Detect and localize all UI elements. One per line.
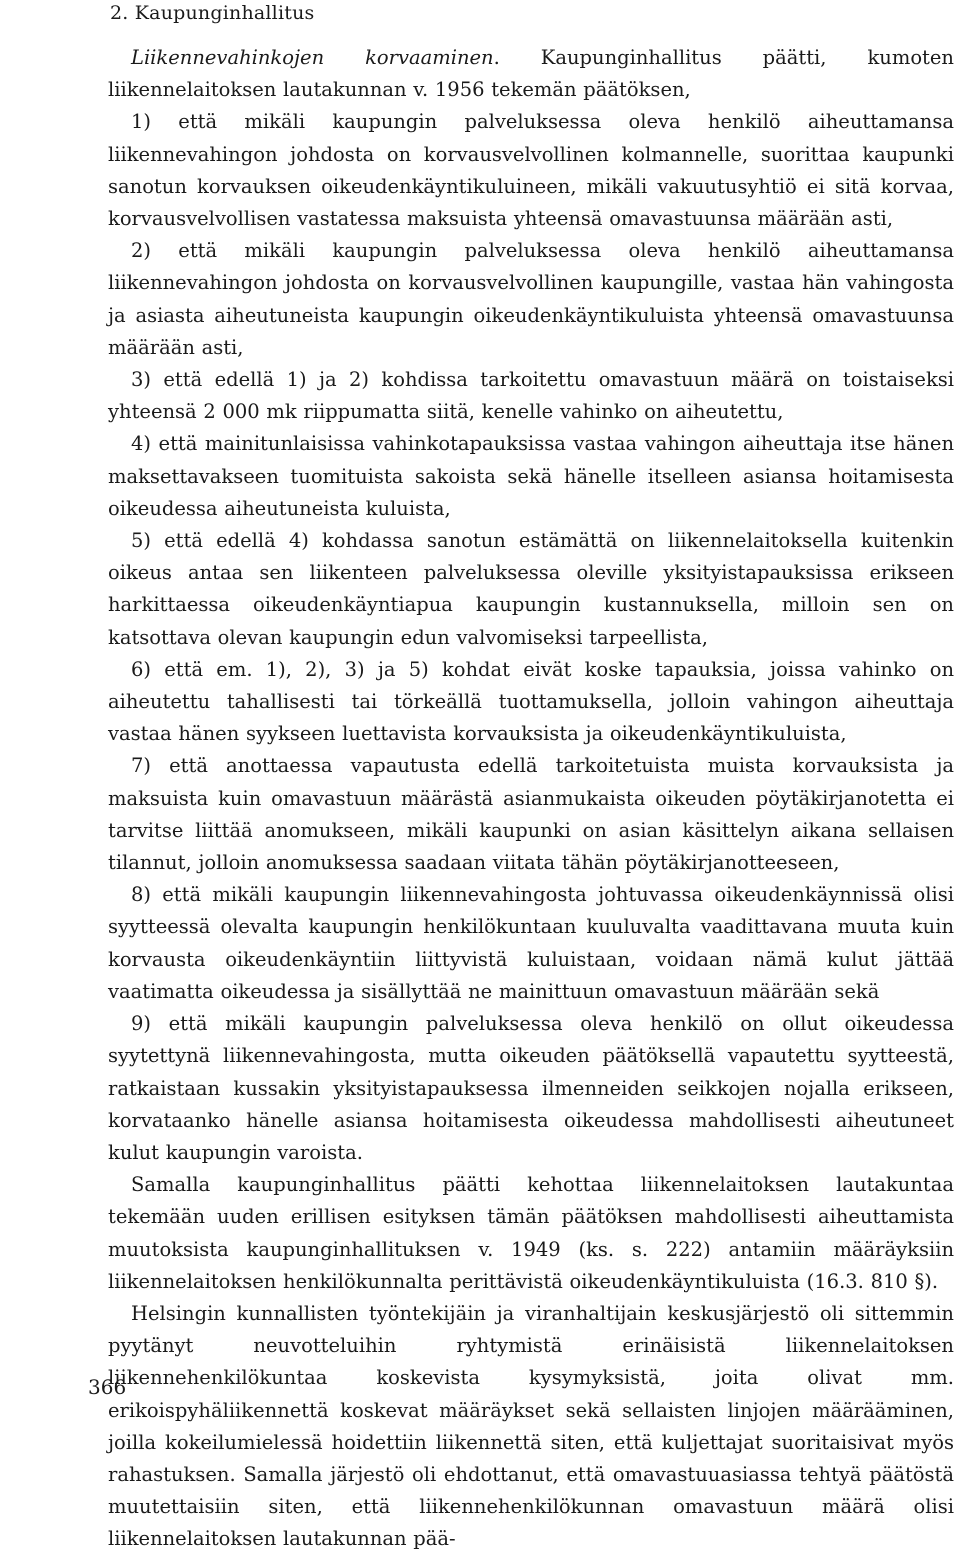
running-header: 2. Kaupunginhallitus xyxy=(110,2,315,24)
union-paragraph: Helsingin kunnallisten työntekijäin ja viranhaltijain keskusjärjestö oli sittemmin pyytänyt neuvotteluihin ryhtymistä erinäisistä liikennelaitoksen liikennehenkilökuntaa koskevista kysymyksistä, joita olivat mm. erikoispyhäliikennettä koskevat määräykset sekä sellaisten linjojen määrääminen, joilla kokeilumielessä hoidettiin liikennettä siten, että kuljettajat suoritaisivat myös rahastuksen. Samalla järjestö oli ehdottanut, että omavastuuasiassa tehtyä päätöstä muutettaisiin siten, että liikennehenkilökunnan omavastuun määrä olisi liikennelaitoksen lautakunnan pää- xyxy=(108,1301,954,1551)
followup-paragraph: Samalla kaupunginhallitus päätti kehottaa liikennelaitoksen lautakuntaa tekemään uuden erillisen esityksen tämän päätöksen mahdollisesti aiheuttamista muutoksista kaupunginhallituksen v. 1949 (ks. s. 222) antamiin määräyksiin liikennelaitoksen henkilökunnalta perittävistä oikeudenkäyntikuluista (16.3. 810 §). xyxy=(108,1173,954,1293)
clause-7: 7) että anottaessa vapautusta edellä tarkoitetuista muista korvauksista ja maksuista kuin omavastuun määrästä asianmukaista oikeuden pöytäkirjanotetta ei tarvitse liittää anomukseen, mikäli kaupunki on asian käsittelyn aikana sellaisen tilannut, jolloin anomuksessa saadaan viitata tähän pöytäkirjanotteeseen, xyxy=(108,754,954,875)
clause-2: 2) että mikäli kaupungin palveluksessa oleva henkilö aiheuttamansa liikennevahingon johdosta on korvausvelvollinen kaupungille, vastaa hän vahingosta ja asiasta aiheutuneista kaupungin oikeudenkäyntikuluista yhteensä omavastuunsa määrään asti, xyxy=(108,239,954,359)
clause-8: 8) että mikäli kaupungin liikennevahingosta johtuvassa oikeudenkäynnissä olisi syytteessä olevalta kaupungin henkilökuntaan kuuluvalta vaadittavana muuta kuin korvausta oikeudenkäyntiin liittyvistä kuluistaan, voidaan nämä kulut jättää vaatimatta oikeudessa ja sisällyttää ne mainittuun omavastuun määrään sekä xyxy=(108,883,954,1003)
clause-4: 4) että mainitunlaisissa vahinkotapauksissa vastaa vahingon aiheuttaja itse hänen maksettavakseen tuomituista sakoista sekä hänelle itselleen asiansa hoitamisesta oikeudessa aiheutuneista kuluista, xyxy=(108,432,954,520)
clause-5: 5) että edellä 4) kohdassa sanotun estämättä on liikennelaitoksella kuitenkin oikeus antaa sen liikenteen palveluksessa oleville yksityistapauksissa erikseen harkittaessa oikeudenkäyntiapua kaupungin kustannuksella, milloin sen on katsottava olevan kaupungin edun valvomiseksi tarpeellista, xyxy=(108,529,954,649)
document-body xyxy=(108,42,954,1556)
clause-1: 1) että mikäli kaupungin palveluksessa oleva henkilö aiheuttamansa liikennevahingon johdosta on korvausvelvollinen kolmannelle, suorittaa kaupunki sanotun korvauksen oikeudenkäyntikuluineen, mikäli vakuutusyhtiö ei sitä korvaa, korvausvelvollisen vastatessa maksuista yhteensä omavastuunsa määrään asti, xyxy=(108,110,954,231)
intro-paragraph xyxy=(108,42,954,106)
section-title: Liikennevahinkojen korvaaminen xyxy=(131,46,494,69)
intro-text: . Kaupunginhallitus päätti, kumoten liikennelaitoksen lautakunnan v. 1956 tekemän päätöksen, xyxy=(108,46,954,102)
page-number: 366 xyxy=(88,1375,127,1399)
clause-6: 6) että em. 1), 2), 3) ja 5) kohdat eivät koske tapauksia, joissa vahinko on aiheutettu tahallisesti tai törkeällä tuottamuksella, jolloin vahingon aiheuttaja vastaa hänen syykseen luettavista korvauksista ja oikeudenkäyntikuluista, xyxy=(108,657,954,746)
clause-3: 3) että edellä 1) ja 2) kohdissa tarkoitettu omavastuun määrä on toistaiseksi yhteensä 2 000 mk riippumatta siitä, kenelle vahinko on aiheutettu, xyxy=(108,368,954,424)
clause-9: 9) että mikäli kaupungin palveluksessa oleva henkilö on ollut oikeudessa syytettynä liikennevahingosta, mutta oikeuden päätöksellä vapautettu syytteestä, ratkaistaan kussakin yksityistapauksessa ilmenneiden seikkojen nojalla erikseen, korvataanko hänelle asiansa hoitamisesta oikeudessa mahdollisesti aiheutuneet kulut kaupungin varoista. xyxy=(108,1012,954,1164)
